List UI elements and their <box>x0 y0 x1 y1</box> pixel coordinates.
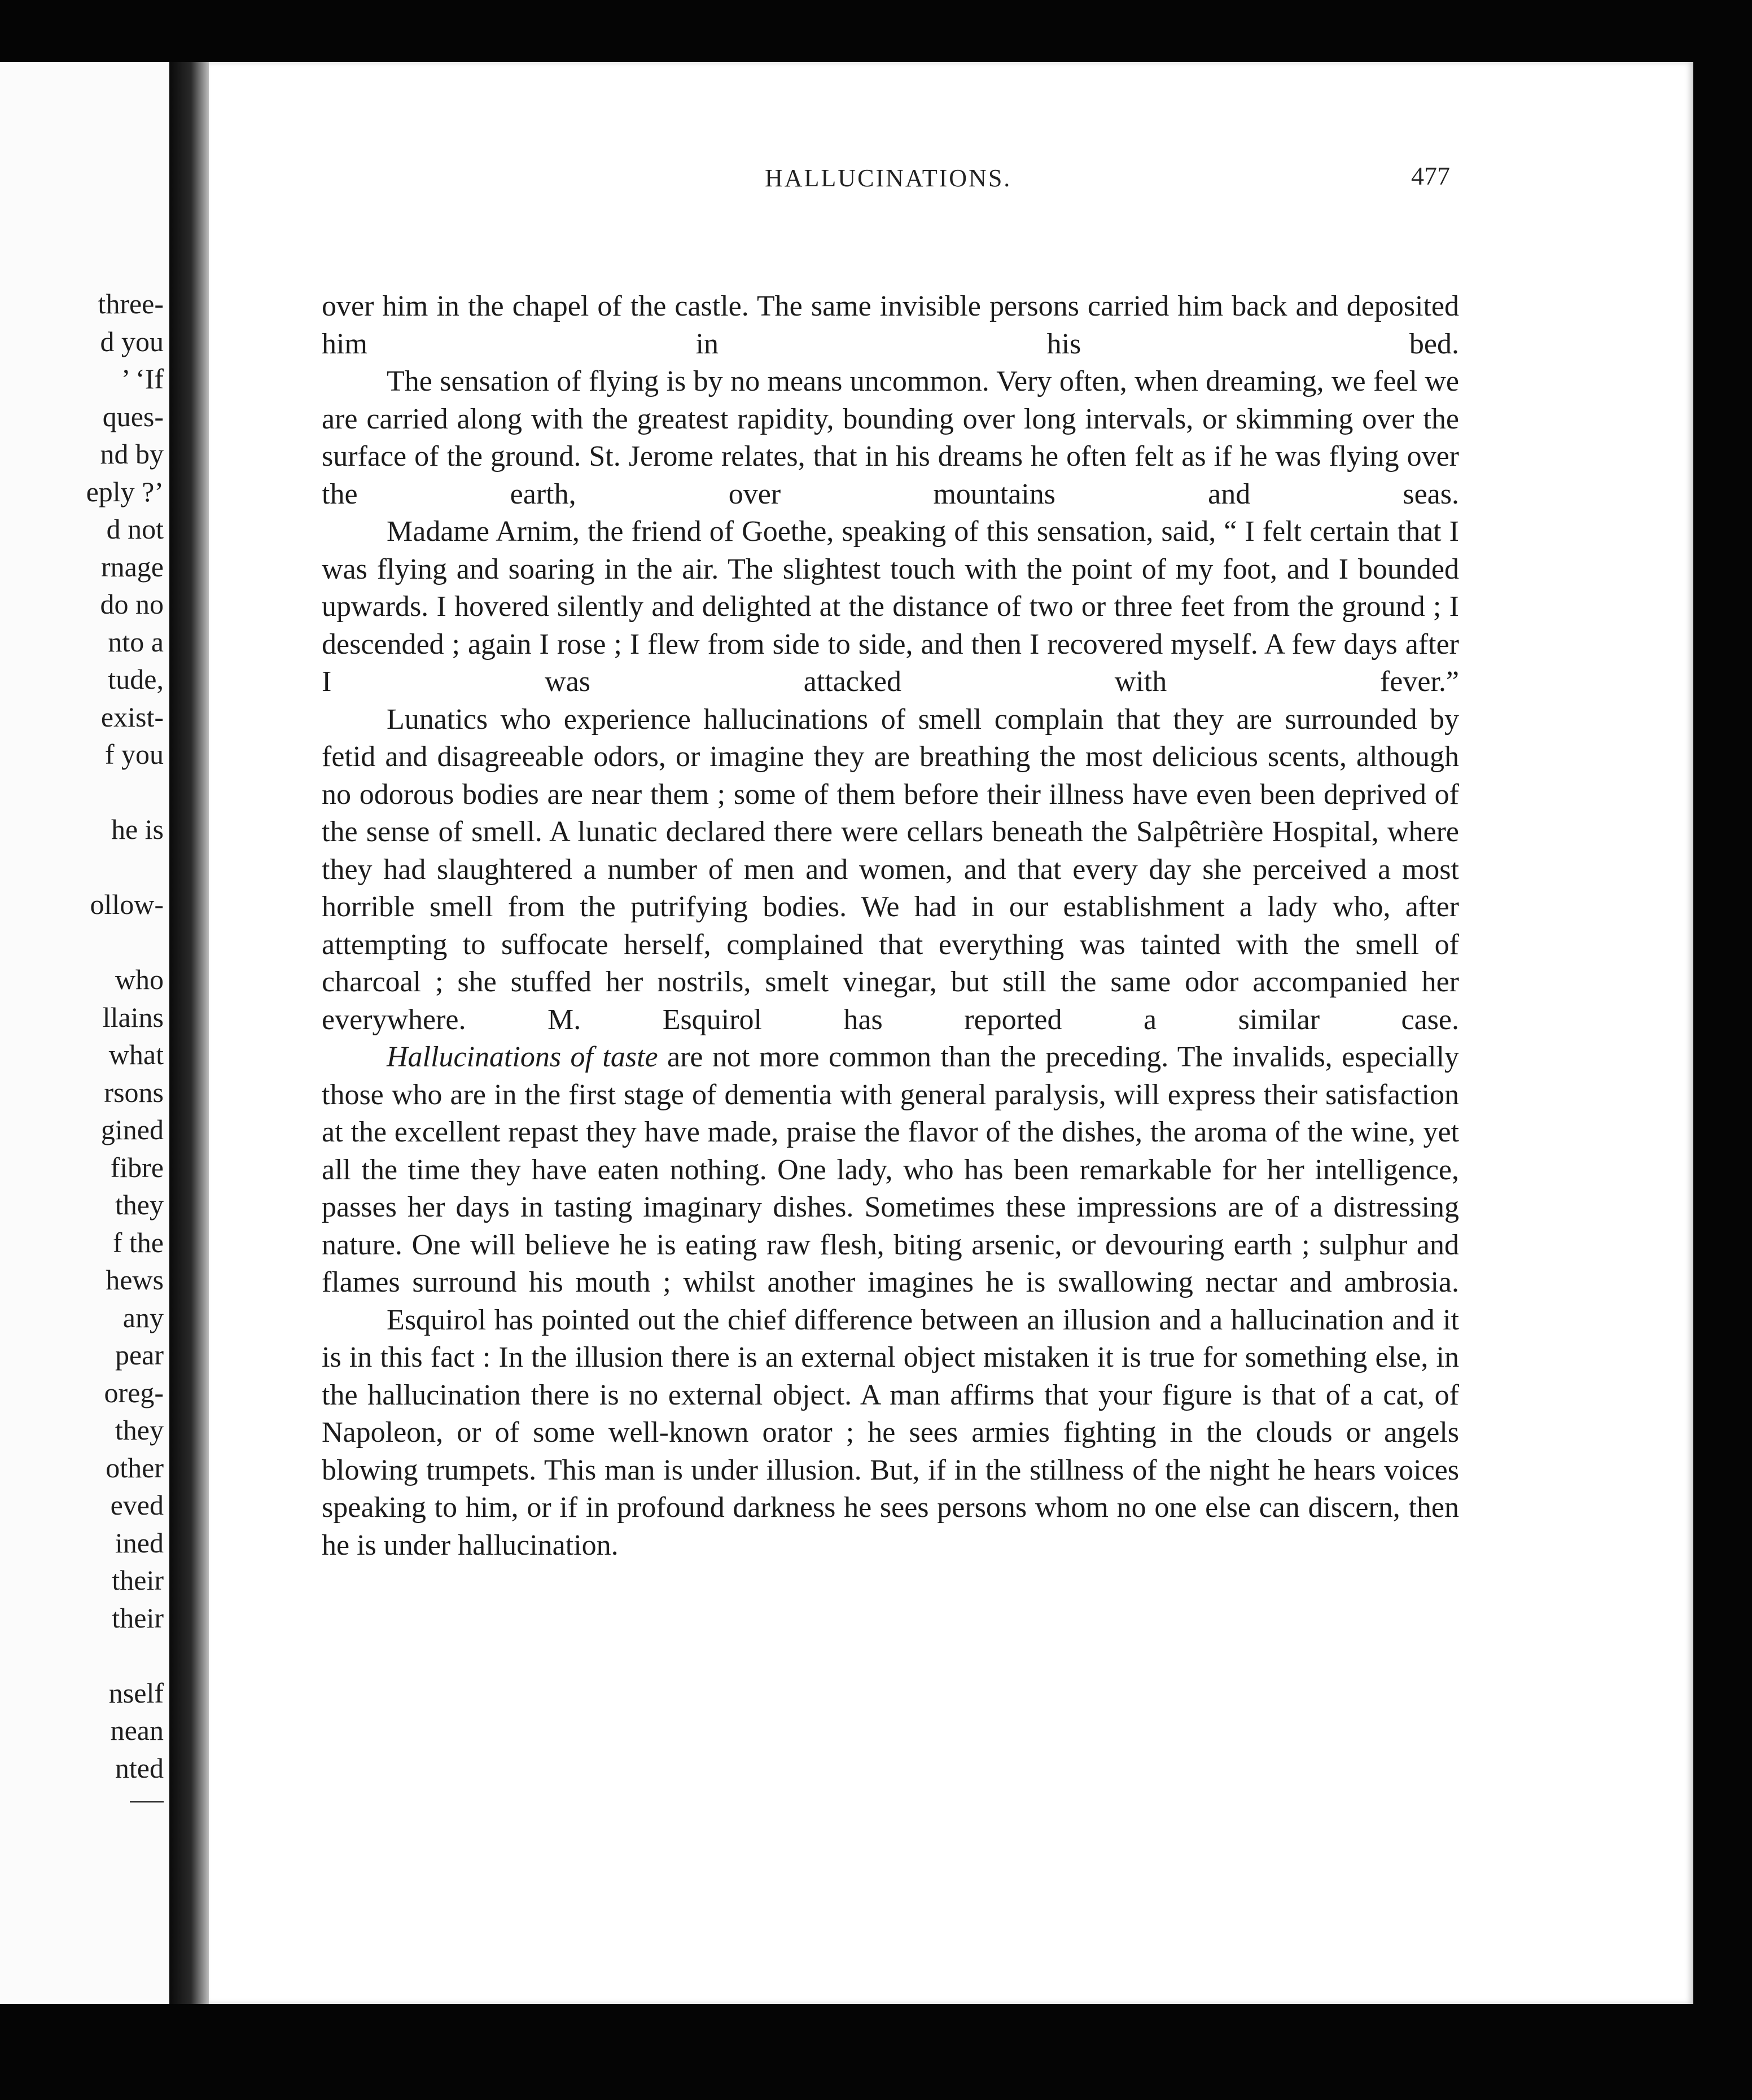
previous-page-line: d not <box>106 513 164 545</box>
previous-page-line: llains <box>102 1001 164 1033</box>
previous-page-line: rsons <box>104 1076 164 1108</box>
previous-page-line: f the <box>112 1226 164 1258</box>
paragraph-4: Lunatics who experience hallucinations of smell complain that they are surrounded by fetid and disagreeable odors, or imagine they are breathing the most delicious scents, although no odorous bodies are near them ; some of them before their illness have even been deprived of the sense of smell. A lunatic declared there were cellars beneath the Salpêtrière Hospital, where they had slaughtered a number of men and women, and that every day she perceived a most horrible smell from the putrifying bodies. We had in our establishment a lady who, after attempting to suffocate herself, complained that everything was tainted with the smell of charcoal ; she stuffed her nostrils, smelt vinegar, but still the same odor accompanied her everywhere. M. Esquirol has reported a similar case. <box>322 703 1459 1036</box>
scan-border-top <box>0 0 1752 62</box>
previous-page-line: who <box>115 964 164 995</box>
book-gutter <box>169 62 209 2004</box>
previous-page-line: eved <box>110 1489 164 1521</box>
previous-page-line: nself <box>108 1677 164 1709</box>
paragraph-5-text: are not more common than the preceding. The invalids, especially those who are in the first stage of dementia with general paralysis, will express their satisfaction at the excellent repast they have made, praise the flavor of the dishes, the aroma of the wine, yet all the time they have eaten nothing. One lady, who has been remarkable for her intelligence, passes her days in tasting imaginary dishes. Sometimes these impressions are of a distressing nature. One will believe he is eating raw flesh, biting arsenic, or devouring earth ; sulphur and flames surround his mouth ; whilst another imagines he is swallowing nectar and ambrosia. <box>322 1041 1459 1298</box>
previous-page-line: f you <box>104 738 164 770</box>
previous-page-line: other <box>106 1451 164 1484</box>
previous-page-line: oreg- <box>104 1376 164 1408</box>
previous-page-line: nd by <box>100 438 164 470</box>
italic-phrase: Hallucinations of taste <box>387 1041 658 1073</box>
previous-page-line: they <box>115 1189 164 1220</box>
previous-page-line: ’ ‘If <box>121 363 164 395</box>
previous-page-fragment <box>0 62 169 2004</box>
running-title: HALLUCINATIONS. <box>765 164 1012 192</box>
previous-page-line: do no <box>100 588 164 620</box>
previous-page-line: he is <box>111 813 164 845</box>
paragraph-1: over him in the chapel of the castle. The same invisible persons carried him back and deposited him in his bed. <box>322 290 1459 360</box>
previous-page-line: what <box>108 1039 164 1070</box>
previous-page-line: their <box>112 1602 164 1634</box>
scan-border-right <box>1693 0 1752 2100</box>
paragraph-3: Madame Arnim, the friend of Goethe, speaking of this sensation, said, “ I felt certain that I was flying and soaring in the air. The slightest touch with the point of my foot, and I bounded upwards. I hovered silently and delighted at the distance of two or three feet from the ground ; I descended ; again I rose ; I flew from side to side, and then I recovered myself. A few days after I was attacked with fever.” <box>322 515 1459 698</box>
previous-page-line: nean <box>110 1714 164 1746</box>
previous-page-line: nto a <box>108 625 164 658</box>
previous-page-line: gined <box>100 1114 164 1145</box>
previous-page-line: fibre <box>110 1151 164 1183</box>
previous-page-line: they <box>115 1414 164 1446</box>
previous-page-line: ollow- <box>90 889 164 920</box>
previous-page-line: hews <box>106 1264 164 1296</box>
previous-page-line: d you <box>100 325 164 357</box>
paragraph-6: Esquirol has pointed out the chief difference between an illusion and a hallucination and it is in this fact : In the illusion there is an external object mistaken it is true for something else, in the hallucination there is no external object. A man affirms that your figure is that of a cat, of Napoleon, or of some well-known orator ; he sees armies fighting in the clouds or angels blowing trumpets. This man is under illusion. But, if in the stillness of the night he hears voices speaking to him, or if in profound darkness he sees persons whom no one else can discern, then he is under hallucination. <box>322 1303 1459 1561</box>
previous-page-line: tude, <box>108 663 164 695</box>
page-body-text <box>322 288 1459 1564</box>
paragraph-5 <box>322 1039 1459 1302</box>
previous-page-line: ques- <box>102 400 164 432</box>
previous-page-line: nted <box>115 1752 164 1784</box>
previous-page-line: their <box>112 1564 164 1596</box>
paragraph-2: The sensation of flying is by no means uncommon. Very often, when dreaming, we feel we are carried along with the greatest rapidity, bounding over long intervals, or skimming over the surface of the ground. St. Jerome relates, that in his dreams he often felt as if he was flying over the earth, over mountains and seas. <box>322 365 1459 510</box>
previous-page-line: exist- <box>100 701 164 733</box>
scan-border-bottom <box>0 2004 1752 2100</box>
previous-page-line: rnage <box>100 550 164 583</box>
page-number: 477 <box>1411 161 1450 190</box>
previous-page-line: pear <box>115 1339 164 1371</box>
previous-page-line: three- <box>98 288 164 320</box>
previous-page-line: ined <box>115 1526 164 1559</box>
previous-page-rule <box>130 1801 164 1803</box>
previous-page-line: any <box>122 1301 164 1333</box>
previous-page-line: eply ?’ <box>86 475 164 508</box>
